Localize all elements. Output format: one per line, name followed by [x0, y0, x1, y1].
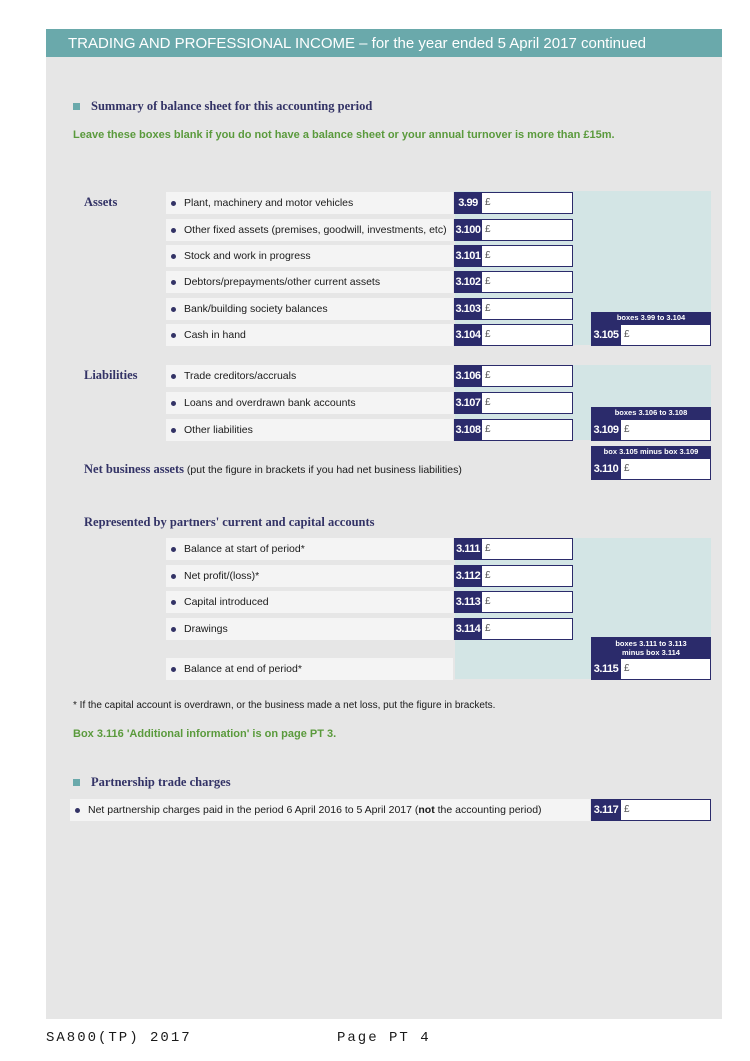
liabilities-total-caption: boxes 3.106 to 3.108	[591, 407, 711, 419]
partner-row	[166, 538, 453, 560]
asset-row	[166, 298, 453, 320]
partner-label: Net profit/(loss)*	[184, 570, 260, 582]
asset-label: Bank/building society balances	[184, 303, 328, 315]
trade-charges-label: Net partnership charges paid in the period 6 April 2016 to 5 April 2017 (not the accounting period)	[88, 804, 542, 816]
partners-heading: Represented by partners' current and capital accounts	[84, 515, 375, 529]
section-square-icon	[73, 779, 80, 786]
partner-end-label: Balance at end of period*	[184, 663, 302, 675]
partner-label: Balance at start of period*	[184, 543, 305, 555]
partner-row	[166, 565, 453, 587]
partner-row	[166, 618, 453, 640]
section-title: TRADING AND PROFESSIONAL INCOME – for the year ended 5 April 2017 continued	[68, 35, 647, 52]
summary-note: Leave these boxes blank if you do not have a balance sheet or your annual turnover is more than £15m.	[73, 129, 615, 141]
assets-label: Assets	[84, 195, 118, 209]
summary-heading: Summary of balance sheet for this accounting period	[91, 99, 373, 113]
page-number: Page PT 4	[337, 1030, 431, 1046]
liability-label: Loans and overdrawn bank accounts	[184, 397, 356, 409]
asset-row	[166, 219, 453, 241]
asset-label: Other fixed assets (premises, goodwill, investments, etc)	[184, 224, 447, 236]
partner-label: Capital introduced	[184, 596, 269, 608]
form-code: SA800(TP) 2017	[46, 1030, 192, 1046]
liability-row	[166, 365, 453, 387]
form-page: TRADING AND PROFESSIONAL INCOME – for the year ended 5 April 2017 continued Summary of balance sheet for this accounting period Leave these boxes blank if you do not have a balance sheet or your annual turnover is more than £15m. Assets Plant, machinery and motor vehicles 3.99 £ Other fixed assets (premises, goodwill, investments, etc) 3.100 £ Stock and work in progress 3.101 £ Debtors/prepayments/other current assets 3.102 £ Bank/building society balances 3.103 £ Cash in hand 3.104 £ boxes 3.99 to 3.104 3.105 £ Liabilities Trade creditors/accruals 3.106 £ Loans and overdrawn bank accounts 3.107 £ Other liabilities 3.108 £ boxes 3.106 to 3.108 3.109 £ Net business assets (put the figure in brackets if you had net business liabilities) box 3.105 minus box 3.109 3.110 £ Represented by partners' current and capital accounts Balance at start of period* 3.111 £ Net profit/(loss)* 3.112 £ Capital introduced 3.113 £ Drawings 3.114 £ Balance at end of period* boxes 3.111 to 3.113 minus box 3.114 3.115 £ * If the capital account is overdrawn, or the business made a net loss, put the figure in brackets. Box 3.116 'Additional information' is on page PT 3. Partnership trade charges Net partnership charges paid in the period 6 April 2016 to 5 April 2017 (not the accounting period) 3.117 £	[46, 29, 722, 1019]
asset-label: Plant, machinery and motor vehicles	[184, 197, 354, 209]
asset-label: Debtors/prepayments/other current assets	[184, 276, 381, 288]
asset-row	[166, 324, 453, 346]
box-note: Box 3.116 'Additional information' is on page PT 3.	[73, 728, 337, 740]
liability-row	[166, 419, 453, 441]
section-header	[46, 29, 722, 57]
asset-row	[166, 192, 453, 214]
partners-end-caption: boxes 3.111 to 3.113 minus box 3.114	[591, 637, 711, 658]
partner-end-row	[166, 658, 453, 680]
liabilities-label: Liabilities	[84, 368, 138, 382]
asset-row	[166, 271, 453, 293]
net-assets-label: Net business assets (put the figure in brackets if you had net business liabilities)	[84, 462, 462, 476]
trade-charges-heading: Partnership trade charges	[91, 775, 231, 789]
asset-label: Cash in hand	[184, 329, 246, 341]
partner-label: Drawings	[184, 623, 228, 635]
asset-label: Stock and work in progress	[184, 250, 311, 262]
assets-total-caption: boxes 3.99 to 3.104	[591, 312, 711, 324]
partner-row	[166, 591, 453, 613]
section-square-icon	[73, 103, 80, 110]
liability-label: Other liabilities	[184, 424, 253, 436]
asset-row	[166, 245, 453, 267]
footnote: * If the capital account is overdrawn, or the business made a net loss, put the figure in brackets.	[73, 700, 496, 711]
liability-row	[166, 392, 453, 414]
trade-charges-row	[70, 799, 590, 821]
net-assets-caption: box 3.105 minus box 3.109	[591, 446, 711, 458]
liability-label: Trade creditors/accruals	[184, 370, 297, 382]
